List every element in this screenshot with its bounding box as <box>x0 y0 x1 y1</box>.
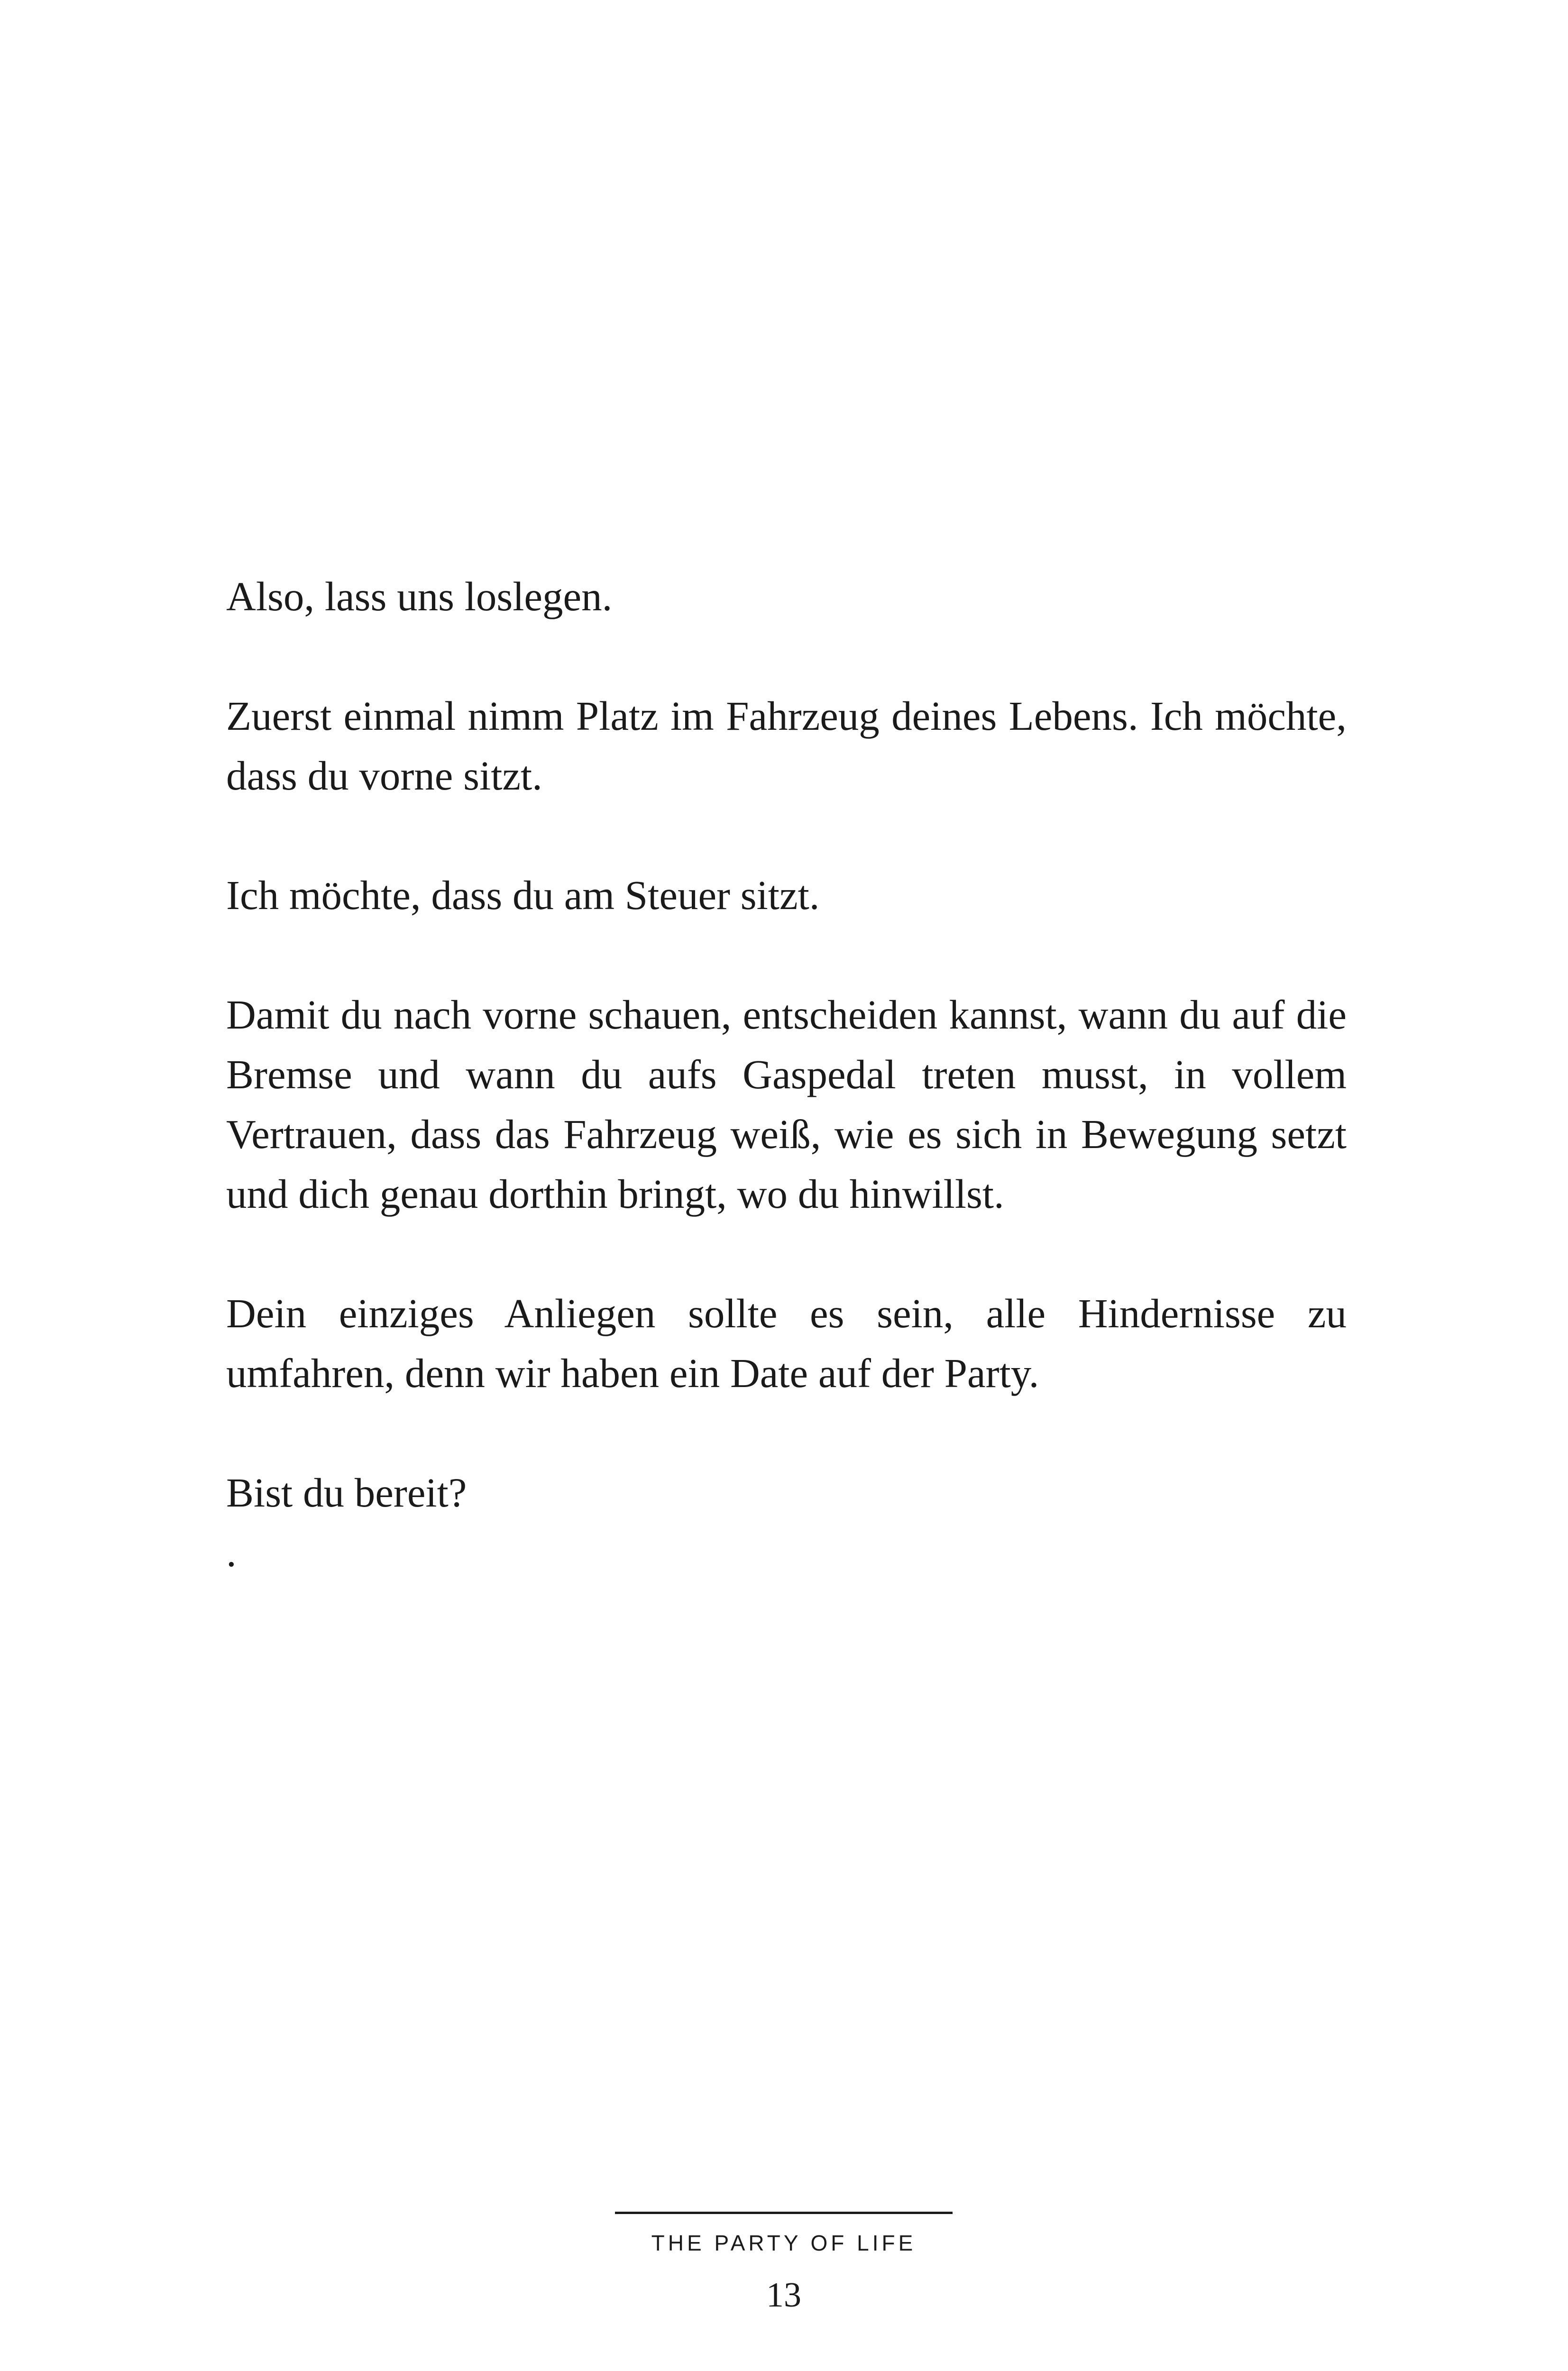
paragraph-5: Dein einziges Anliegen sollte es sein, alle Hindernisse zu umfahren, denn wir haben ein Date auf der Party. <box>226 1290 1347 1396</box>
paragraph-6: Bist du bereit? <box>226 1470 467 1516</box>
page-number: 13 <box>766 2276 801 2315</box>
paragraph-1: Also, lass uns loslegen. <box>226 573 613 619</box>
paragraph-4: Damit du nach vorne schauen, entscheiden kannst, wann du auf die Bremse und wann du aufs Gaspedal treten musst, in vollem Vertrauen, dass das Fahrzeug weiß, wie es sich in Bewegung setzt und dich genau dorthin bringt, wo du hinwillst. <box>226 992 1347 1217</box>
running-title: THE PARTY OF LIFE <box>651 2231 917 2255</box>
paragraph-3: Ich möchte, dass du am Steuer sitzt. <box>226 872 820 918</box>
paragraph-2: Zuerst einmal nimm Platz im Fahrzeug deines Lebens. Ich möchte, dass du vorne sitzt. <box>226 693 1347 799</box>
footer-divider <box>615 2212 953 2214</box>
trailing-dot: . <box>226 1529 237 1575</box>
body-text <box>226 567 1347 1582</box>
